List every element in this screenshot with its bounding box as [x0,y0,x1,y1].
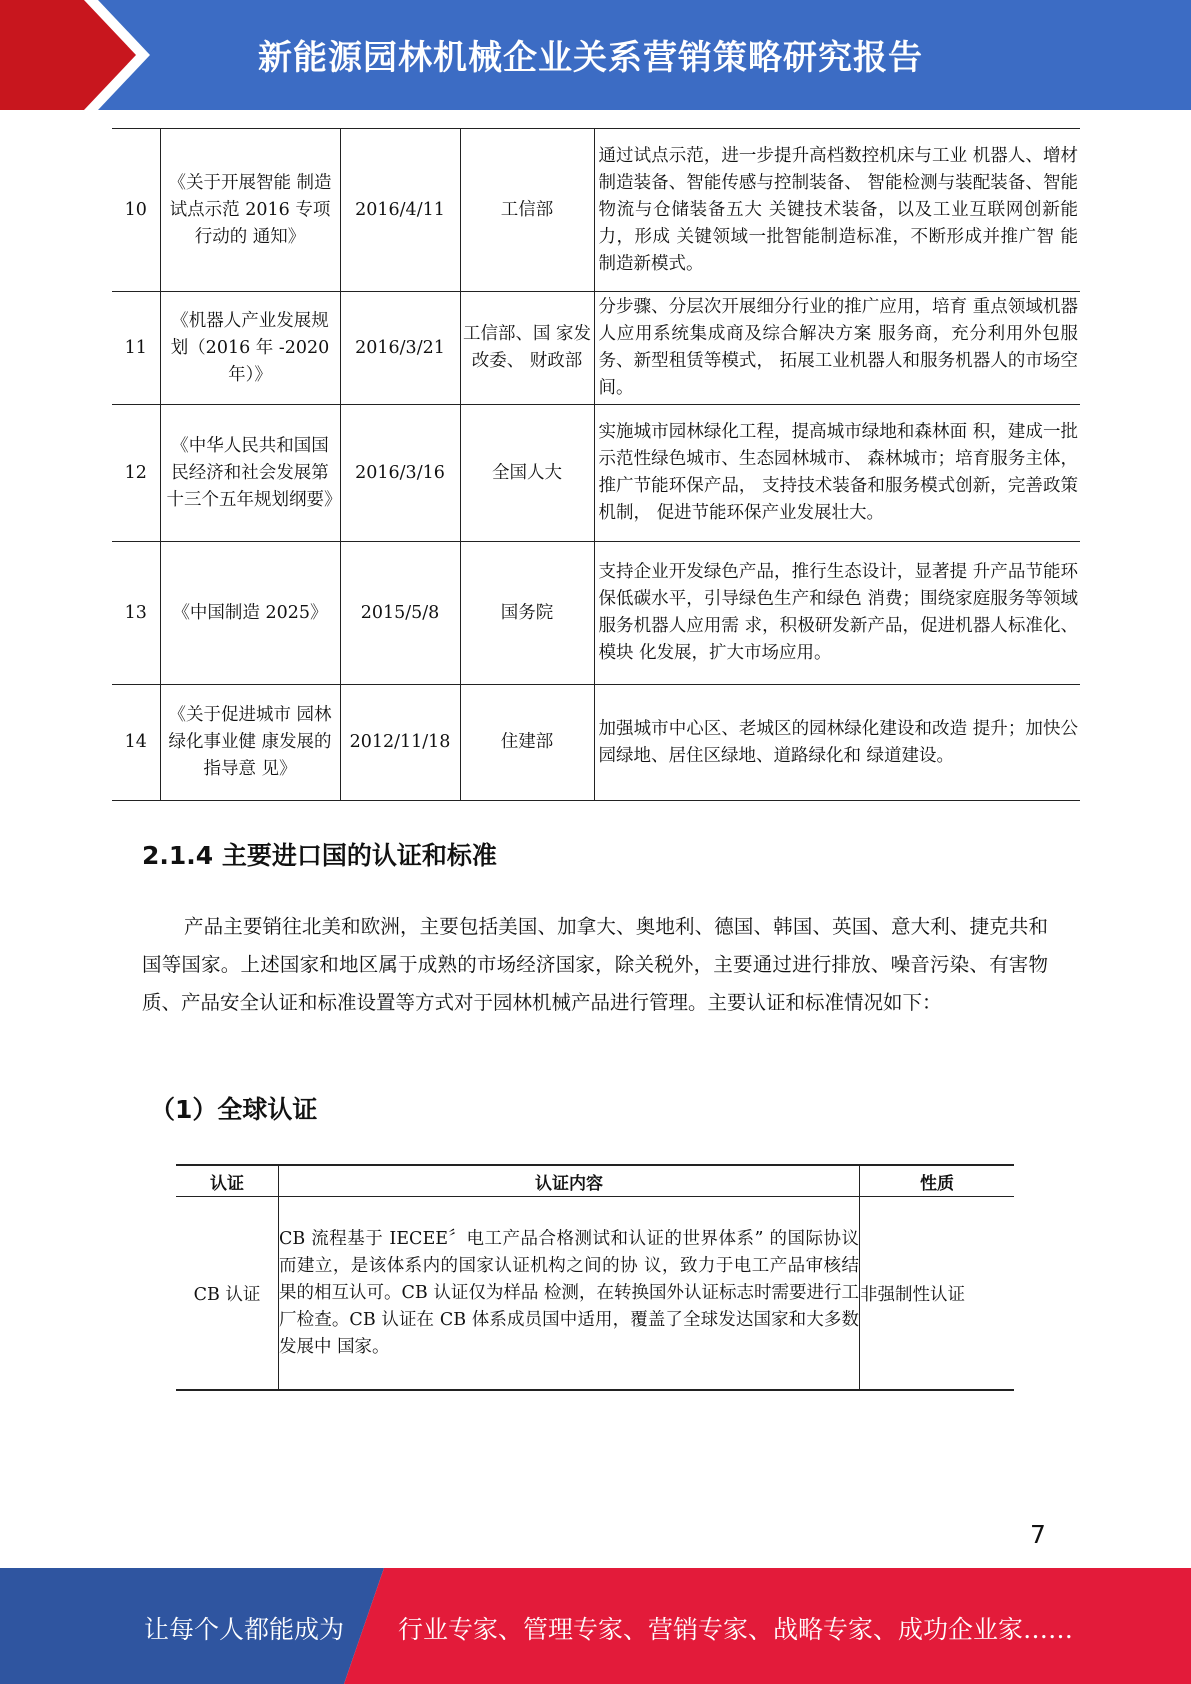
page-footer [0,1568,1191,1684]
policy-name: 《关于开展智能 制造试点示范 2016 专项行动的 通知》 [160,129,340,292]
table-row [112,405,1080,542]
policy-name: 《机器人产业发展规划（2016 年 -2020 年）》 [160,292,340,405]
policy-content: 分步骤、分层次开展细分行业的推广应用，培育 重点领域机器人应用系统集成商及综合解决方案 服务商，充分利用外包服务、新型租赁等模式， 拓展工业机器人和服务机器人的市场空间。 [594,292,1080,405]
policy-content: 通过试点示范，进一步提升高档数控机床与工业 机器人、增材制造装备、智能传感与控制装备、 智能检测与装配装备、智能物流与仓储装备五大 关键技术装备，以及工业互联网创新能力，形成 关键领域一批智能制造标准，不断形成并推广智 能制造新模式。 [594,129,1080,292]
policy-content: 加强城市中心区、老城区的园林绿化建设和改造 提升；加快公园绿地、居住区绿地、道路绿化和 绿道建设。 [594,685,1080,801]
policy-name: 《中华人民共和国国民经济和社会发展第十三个五年规划纲要》 [160,405,340,542]
row-number: 11 [112,292,160,405]
policy-date: 2012/11/18 [340,685,460,801]
table-row [176,1197,1014,1391]
table-row [112,129,1080,292]
policy-date: 2016/4/11 [340,129,460,292]
policy-department: 住建部 [460,685,594,801]
page-number: 7 [1030,1520,1046,1549]
table-row [112,685,1080,801]
policy-table [112,128,1080,801]
table-row [112,542,1080,685]
footer-slogan-right: 行业专家、管理专家、营销专家、战略专家、成功企业家…… [398,1615,1074,1644]
column-header-nature: 性质 [860,1165,1015,1197]
policy-name: 《中国制造 2025》 [160,542,340,685]
policy-department: 全国人大 [460,405,594,542]
column-header-content: 认证内容 [279,1165,860,1197]
certification-table [176,1164,1014,1391]
cert-nature: 非强制性认证 [860,1197,1015,1391]
table-header-row [176,1165,1014,1197]
column-header-cert: 认证 [176,1165,279,1197]
footer-slogan-left: 让每个人都能成为 [144,1615,345,1644]
policy-date: 2016/3/16 [340,405,460,542]
cert-content: CB 流程基于 IECEE〞电工产品合格测试和认证的世界体系” 的国际协议而建立，是该体系内的国家认证机构之间的协 议，致力于电工产品审核结果的相互认可。CB 认证仅为样品 检测，在转换国外认证标志时需要进行工厂检查。CB 认证在 CB 体系成员国中适用，覆盖了全球发达国家和大多数发展中 国家。 [279,1197,860,1391]
policy-department: 工信部、国 家发改委、 财政部 [460,292,594,405]
policy-content: 支持企业开发绿色产品，推行生态设计，显著提 升产品节能环保低碳水平，引导绿色生产和绿色 消费；围绕家庭服务等领域服务机器人应用需 求，积极研发新产品，促进机器人标准化、模块 化发展，扩大市场应用。 [594,542,1080,685]
row-number: 12 [112,405,160,542]
page-header [0,0,1191,110]
policy-date: 2015/5/8 [340,542,460,685]
row-number: 13 [112,542,160,685]
header-arrow-icon [0,0,160,110]
table-row [112,292,1080,405]
policy-content: 实施城市园林绿化工程，提高城市绿地和森林面 积，建成一批示范性绿色城市、生态园林城市、 森林城市；培育服务主体，推广节能环保产品， 支持技术装备和服务模式创新，完善政策机制， 促进节能环保产业发展壮大。 [594,405,1080,542]
subsection-heading: （1）全球认证 [150,1095,318,1124]
cert-name: CB 认证 [176,1197,279,1391]
section-paragraph: 产品主要销往北美和欧洲，主要包括美国、加拿大、奥地利、德国、韩国、英国、意大利、捷克共和国等国家。上述国家和地区属于成熟的市场经济国家，除关税外，主要通过进行排放、噪音污染、有害物质、产品安全认证和标准设置等方式对于园林机械产品进行管理。主要认证和标准情况如下： [142,915,1048,1014]
policy-department: 工信部 [460,129,594,292]
row-number: 14 [112,685,160,801]
policy-name: 《关于促进城市 园林绿化事业健 康发展的指导意 见》 [160,685,340,801]
policy-department: 国务院 [460,542,594,685]
section-heading: 2.1.4 主要进口国的认证和标准 [142,841,497,870]
row-number: 10 [112,129,160,292]
policy-date: 2016/3/21 [340,292,460,405]
report-title: 新能源园林机械企业关系营销策略研究报告 [258,38,923,78]
